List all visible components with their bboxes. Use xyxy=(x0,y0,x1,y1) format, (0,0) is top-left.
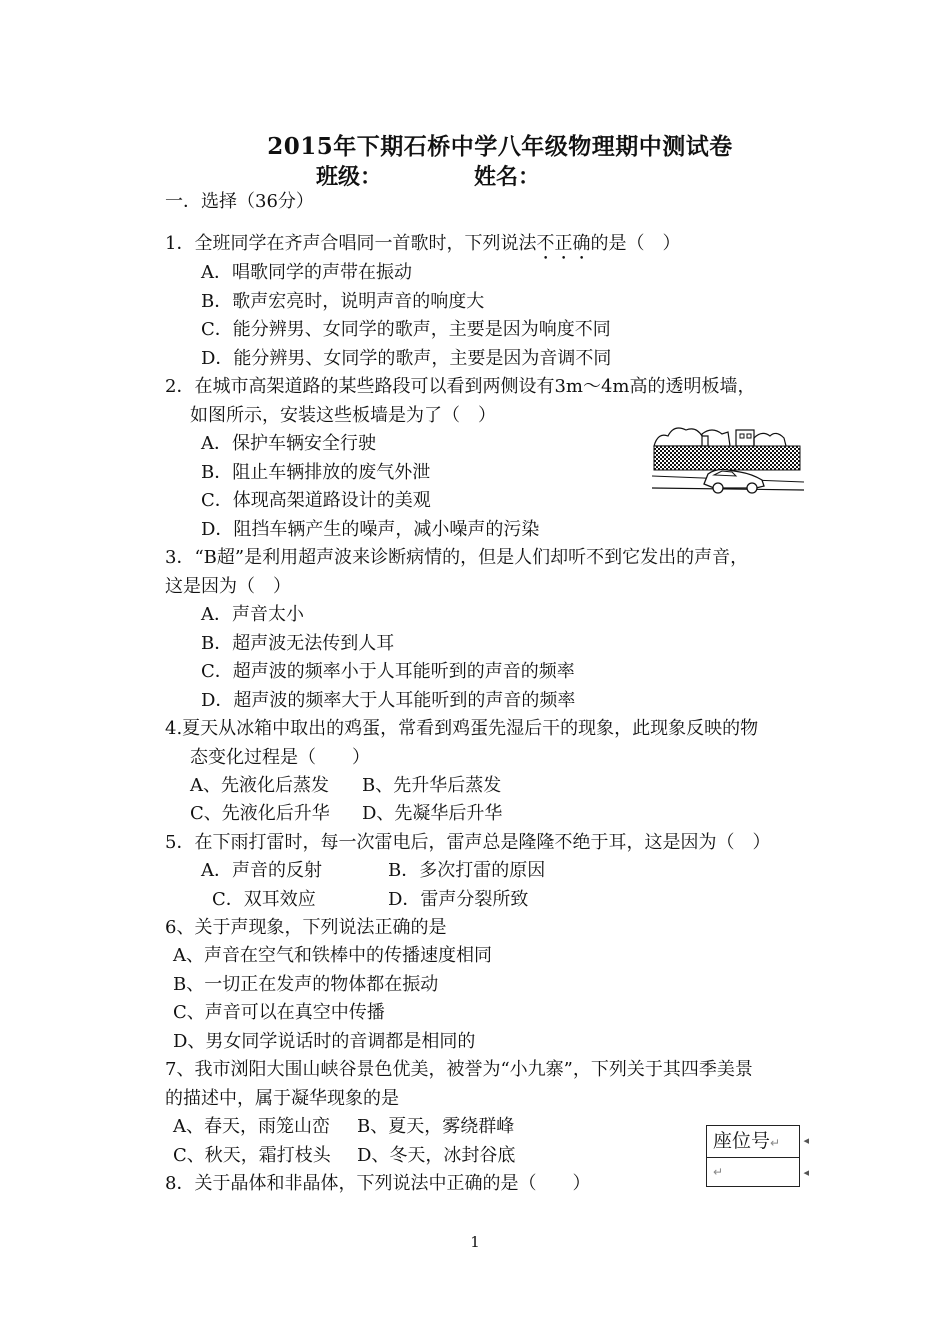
q6-option-c: C、声音可以在真空中传播 xyxy=(173,1002,385,1023)
q6-option-b: B、一切正在发声的物体都在振动 xyxy=(173,974,439,995)
q4-option-c: C、先液化后升华 xyxy=(190,803,330,824)
question-1-stem xyxy=(165,232,680,264)
seat-number-label: 座位号 xyxy=(713,1130,771,1152)
q7-option-c: C、秋天，霜打枝头 xyxy=(173,1145,331,1166)
paragraph-mark: ↵ xyxy=(770,1136,781,1150)
q1-option-c: C．能分辨男、女同学的歌声，主要是因为响度不同 xyxy=(201,319,611,340)
q3-option-d: D．超声波的频率大于人耳能听到的声音的频率 xyxy=(201,690,576,711)
q4-option-d: D、先凝华后升华 xyxy=(362,803,503,824)
elevated-road-illustration xyxy=(652,418,804,500)
q4-option-b: B、先升华后蒸发 xyxy=(362,775,502,796)
section-heading: 一．选择（36分） xyxy=(165,191,314,212)
seat-number-header xyxy=(707,1126,799,1158)
question-3-stem-line-2: 这是因为（ ） xyxy=(165,576,291,597)
question-7-stem-line-2: 的描述中，属于凝华现象的是 xyxy=(165,1088,399,1109)
q1-option-b: B．歌声宏亮时，说明声音的响度大 xyxy=(201,291,485,312)
question-6-stem: 6、关于声现象，下列说法正确的是 xyxy=(165,917,447,938)
question-2-stem-line-2: 如图所示，安装这些板墙是为了（ ） xyxy=(190,405,496,426)
table-marker-icon: ◂ xyxy=(803,1134,809,1147)
question-5-stem: 5．在下雨打雷时，每一次雷电后，雷声总是隆隆不绝于耳，这是因为（ ） xyxy=(165,832,771,853)
q2-option-a: A．保护车辆安全行驶 xyxy=(201,433,376,454)
question-4-stem-line-1: 4.夏天从冰箱中取出的鸡蛋，常看到鸡蛋先湿后干的现象，此现象反映的物 xyxy=(165,718,759,739)
q7-option-a: A、春天，雨笼山峦 xyxy=(173,1116,330,1137)
q1-option-d: D．能分辨男、女同学的歌声，主要是因为音调不同 xyxy=(201,348,612,369)
q3-option-a: A．声音太小 xyxy=(201,604,304,625)
q6-option-d: D、男女同学说话时的音调都是相同的 xyxy=(173,1031,476,1052)
q1-emphasis xyxy=(536,233,590,254)
q6-option-a: A、声音在空气和铁棒中的传播速度相同 xyxy=(173,945,492,966)
q7-option-b: B、夏天，雾绕群峰 xyxy=(357,1116,515,1137)
q5-option-c: C．双耳效应 xyxy=(212,889,316,910)
q1-emphasis-text: 不正确 xyxy=(536,233,591,254)
q1-stem-part-2: 的是（ ） xyxy=(590,233,681,254)
q3-option-b: B．超声波无法传到人耳 xyxy=(201,633,395,654)
q1-stem-part-1: 1．全班同学在齐声合唱同一首歌时，下列说法 xyxy=(165,233,537,254)
class-label: 班级： xyxy=(316,164,383,190)
page-number: 1 xyxy=(470,1233,480,1251)
q2-option-c: C．体现高架道路设计的美观 xyxy=(201,490,431,511)
q3-option-c: C．超声波的频率小于人耳能听到的声音的频率 xyxy=(201,661,575,682)
q4-option-a: A、先液化后蒸发 xyxy=(190,775,329,796)
q5-option-d: D．雷声分裂所致 xyxy=(388,889,529,910)
question-2-stem-line-1: 2．在城市高架道路的某些路段可以看到两侧设有3m～4m高的透明板墙， xyxy=(165,376,756,397)
q2-option-d: D．阻挡车辆产生的噪声，减小噪声的污染 xyxy=(201,519,540,540)
name-label: 姓名： xyxy=(474,164,541,190)
paragraph-mark-2: ↵ xyxy=(713,1165,724,1179)
q7-option-d: D、冬天，冰封谷底 xyxy=(357,1145,516,1166)
exam-title: 2015年下期石桥中学八年级物理期中测试卷 xyxy=(267,133,733,160)
question-3-stem-line-1: 3．“B超”是利用超声波来诊断病情的，但是人们却听不到它发出的声音， xyxy=(165,547,749,568)
question-8-stem: 8．关于晶体和非晶体，下列说法中正确的是（ ） xyxy=(165,1173,591,1194)
question-7-stem-line-1: 7、我市浏阳大围山峡谷景色优美，被誉为“小九寨”，下列关于其四季美景 xyxy=(165,1059,753,1080)
seat-number-value-cell[interactable] xyxy=(707,1158,799,1185)
q5-option-b: B．多次打雷的原因 xyxy=(388,860,546,881)
q2-option-b: B．阻止车辆排放的废气外泄 xyxy=(201,462,431,483)
q5-option-a: A．声音的反射 xyxy=(201,860,322,881)
question-4-stem-line-2: 态变化过程是（ ） xyxy=(190,747,370,768)
seat-number-box xyxy=(706,1125,809,1187)
q1-option-a: A．唱歌同学的声带在振动 xyxy=(201,262,412,283)
table-marker-icon-2: ◂ xyxy=(803,1166,809,1179)
